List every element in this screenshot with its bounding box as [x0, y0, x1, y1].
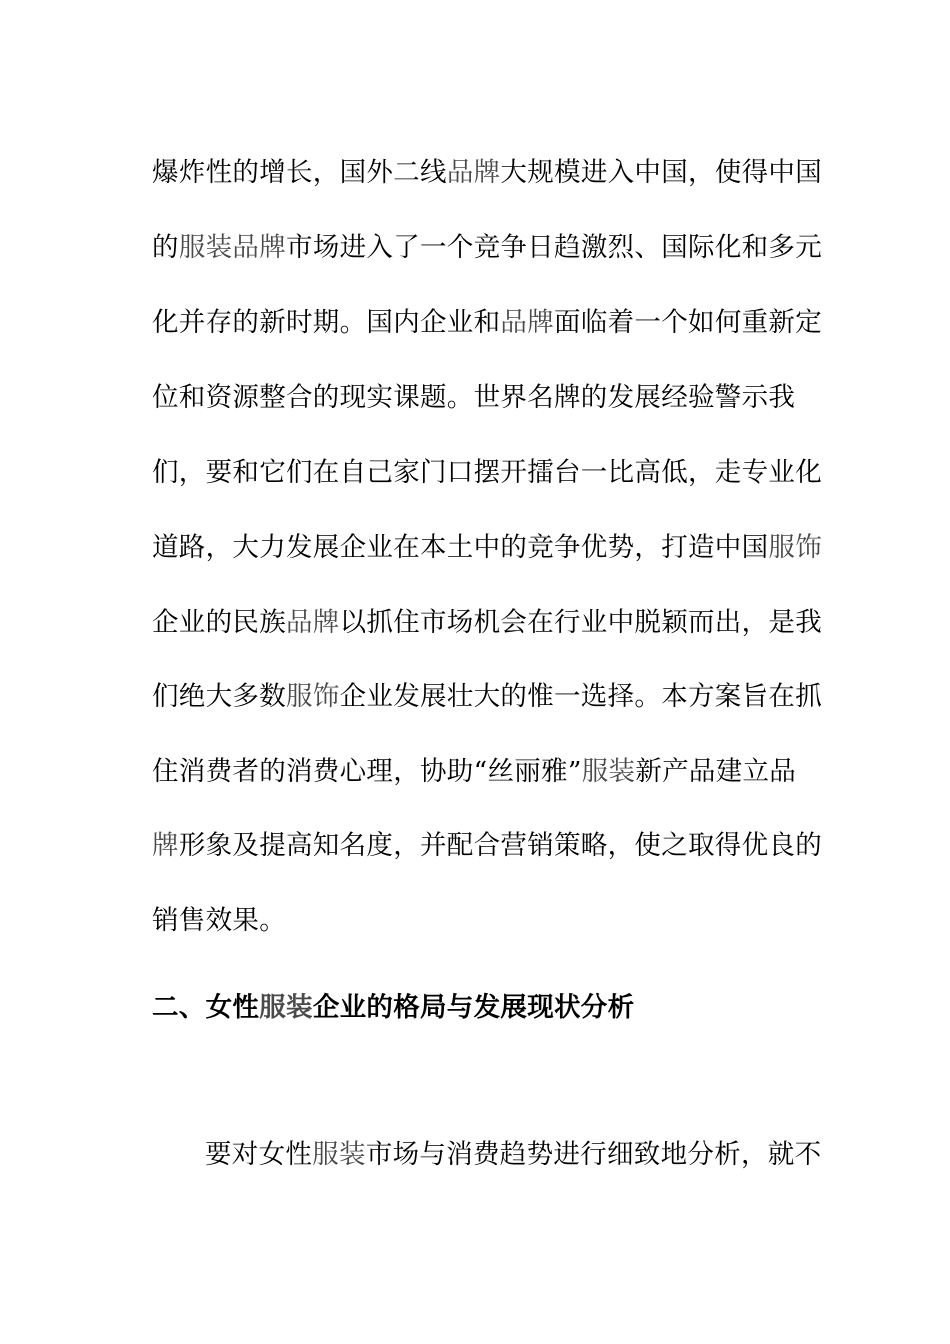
- text-line: [152, 457, 822, 489]
- highlighted-term: 服饰: [768, 532, 823, 563]
- text-segment: 要对女性: [205, 1139, 313, 1170]
- highlighted-term: 服饰: [286, 681, 340, 712]
- text-line: [152, 232, 823, 264]
- text-segment: 们绝大多数: [152, 681, 286, 712]
- text-line: [152, 157, 823, 189]
- text-segment: 以抓住市场机会在行业中脱颖而出，是我: [339, 607, 823, 638]
- text-segment: 爆炸性的增长，国外二线: [152, 157, 447, 188]
- text-segment: 化并存的新时期。国内企业和: [152, 307, 501, 338]
- text-segment: 的: [152, 232, 179, 263]
- text-segment: 新产品建立品: [635, 756, 797, 787]
- highlighted-term: 品牌: [446, 157, 501, 188]
- highlighted-term: 服装: [312, 1139, 366, 1170]
- text-segment: 住消费者的消费心理，协助“丝丽雅”: [152, 756, 582, 787]
- text-line: [152, 756, 797, 788]
- text-segment: 形象及提高知名度，并配合营销策略，使之取得优良的: [178, 830, 823, 861]
- text-segment: 们，要和它们在自己家门口摆开擂台一比高低，走专业化: [152, 457, 822, 488]
- text-segment: 企业的民族: [152, 607, 286, 638]
- text-segment: 面临着一个如何重新定: [554, 307, 823, 338]
- highlighted-term: 服装: [259, 992, 313, 1023]
- text-segment: 企业发展壮大的惟一选择。本方案旨在抓: [339, 681, 823, 712]
- text-line: [152, 681, 823, 713]
- paragraph-first-line: [205, 1139, 822, 1171]
- highlighted-term: 服装品牌: [178, 232, 287, 263]
- section-heading: [152, 992, 792, 1024]
- text-line: [152, 532, 823, 564]
- highlighted-term: 牌: [152, 830, 179, 861]
- text-line: [152, 905, 792, 937]
- text-line: [152, 830, 823, 862]
- text-line: [152, 382, 796, 414]
- text-segment: 道路，大力发展企业在本土中的竞争优势，打造中国: [152, 532, 769, 563]
- text-segment: 位和资源整合的现实课题。世界名牌的发展经验警示我: [152, 382, 796, 413]
- highlighted-term: 品牌: [286, 607, 340, 638]
- highlighted-term: 服装: [581, 756, 636, 787]
- highlighted-term: 品牌: [500, 307, 555, 338]
- text-line: [152, 307, 823, 339]
- text-segment: 销售效果。: [152, 905, 286, 936]
- text-segment: 大规模进入中国，使得中国: [500, 157, 823, 188]
- text-line: [152, 607, 823, 639]
- text-segment: 市场与消费趋势进行细致地分析，就不: [365, 1139, 822, 1170]
- text-segment: 企业的格局与发展现状分析: [312, 992, 635, 1023]
- text-segment: 市场进入了一个竞争日趋激烈、国际化和多元: [286, 232, 823, 263]
- text-segment: 二、女性: [152, 992, 260, 1023]
